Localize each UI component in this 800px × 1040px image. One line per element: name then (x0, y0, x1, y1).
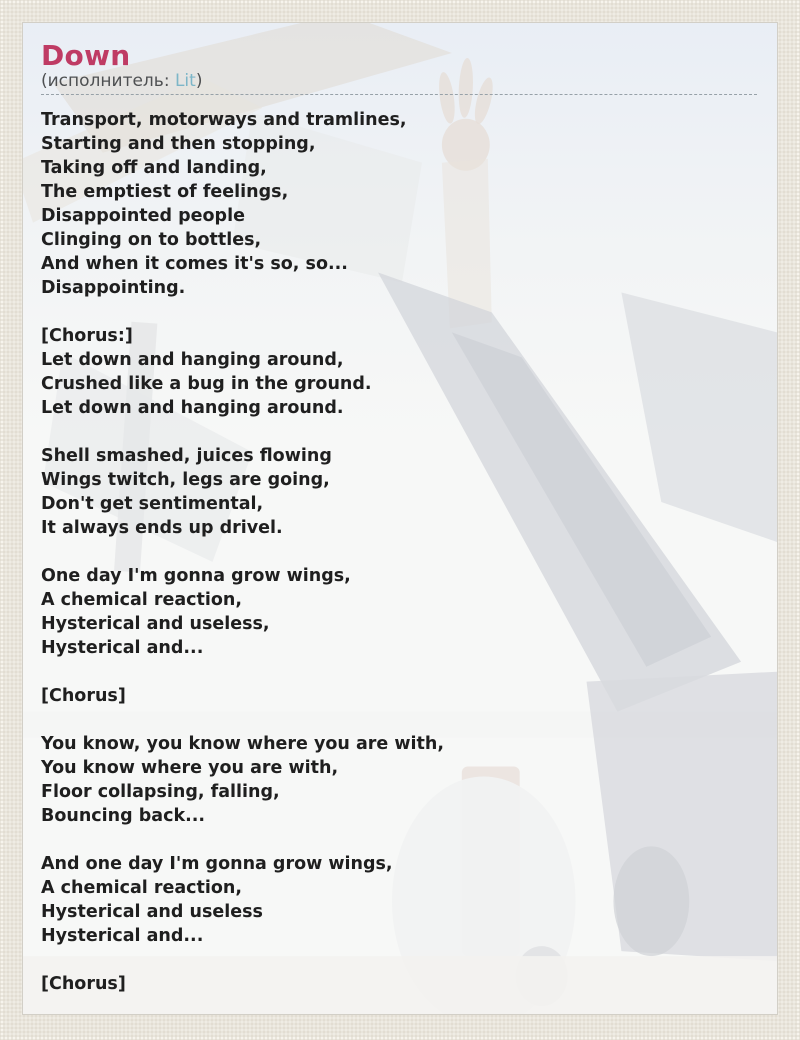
lyric-blank-line (41, 300, 757, 324)
lyric-blank-line (41, 708, 757, 732)
lyric-blank-line (41, 948, 757, 972)
lyric-line: Let down and hanging around. (41, 398, 344, 418)
lyric-blank-line (41, 420, 757, 444)
lyric-line: A chemical reaction, (41, 878, 243, 898)
lyric-line: Don't get sentimental, (41, 494, 264, 514)
lyric-blank-line (41, 828, 757, 852)
lyric-line: [Chorus] (41, 974, 126, 994)
lyric-line: The emptiest of feelings, (41, 182, 289, 202)
page-title: Down (41, 39, 131, 72)
lyric-line: And one day I'm gonna grow wings, (41, 854, 393, 874)
lyrics-text-block (41, 108, 757, 996)
lyric-line: It always ends up drivel. (41, 518, 283, 538)
lyric-line: Hysterical and... (41, 638, 204, 658)
lyric-line: Let down and hanging around, (41, 350, 344, 370)
lyric-line: Clinging on to bottles, (41, 230, 262, 250)
artist-label-suffix: ) (195, 71, 203, 91)
lyric-line: [Chorus] (41, 686, 126, 706)
lyric-line: Starting and then stopping, (41, 134, 316, 154)
lyric-line: Bouncing back... (41, 806, 206, 826)
artist-link[interactable]: Lit (174, 71, 196, 91)
lyric-blank-line (41, 540, 757, 564)
lyric-line: And when it comes it's so, so... (41, 254, 348, 274)
lyric-line: One day I'm gonna grow wings, (41, 566, 351, 586)
lyric-line: Hysterical and... (41, 926, 204, 946)
lyric-line: Hysterical and useless (41, 902, 263, 922)
lyric-blank-line (41, 660, 757, 684)
lyrics-card (22, 22, 778, 1015)
lyric-line: Crushed like a bug in the ground. (41, 374, 372, 394)
lyric-line: Taking off and landing, (41, 158, 267, 178)
artist-line (41, 71, 757, 94)
lyric-line: You know, you know where you are with, (41, 734, 445, 754)
lyric-line: Shell smashed, juices flowing (41, 446, 332, 466)
card-content (23, 23, 777, 996)
lyric-line: [Chorus:] (41, 326, 133, 346)
artist-label-prefix: (исполнитель: (41, 71, 175, 91)
lyric-line: Disappointed people (41, 206, 245, 226)
lyric-line: Disappointing. (41, 278, 186, 298)
header-divider (41, 94, 757, 95)
lyric-line: Floor collapsing, falling, (41, 782, 280, 802)
lyric-line: You know where you are with, (41, 758, 339, 778)
lyric-line: Wings twitch, legs are going, (41, 470, 330, 490)
lyric-line: Hysterical and useless, (41, 614, 270, 634)
lyric-line: A chemical reaction, (41, 590, 243, 610)
lyric-line: Transport, motorways and tramlines, (41, 110, 407, 130)
